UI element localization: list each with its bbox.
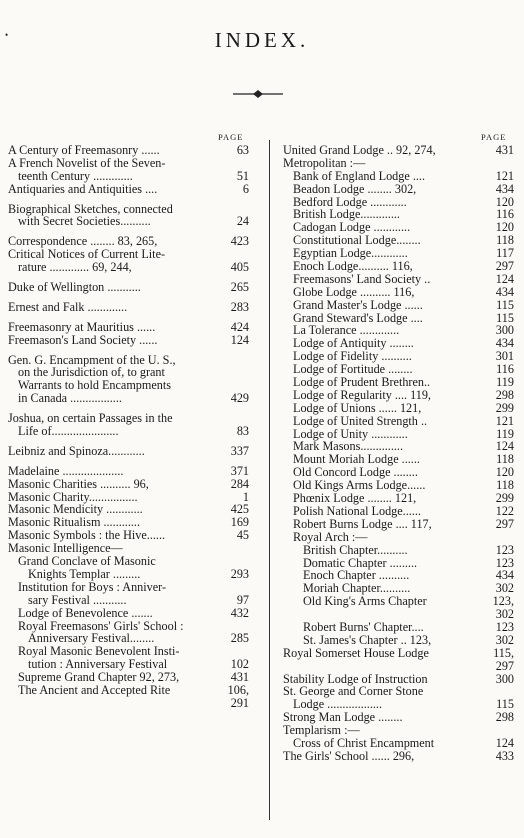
index-entry-page: 83	[236, 424, 249, 439]
index-entry-page: 302	[495, 607, 514, 622]
page-title: INDEX.	[214, 28, 310, 52]
index-entry-text: Polish National Lodge......	[293, 503, 421, 518]
index-entry-page: 115	[496, 310, 514, 325]
index-entry-text: Mount Moriah Lodge ......	[293, 452, 420, 467]
index-entry-text: teenth Century .............	[18, 168, 133, 183]
index-entry-text: Leibniz and Spinoza............	[8, 443, 145, 458]
index-entry-page: 118	[496, 452, 514, 467]
index-entry-text: St. James's Chapter .. 123,	[303, 632, 432, 647]
index-entry-page: 116	[496, 362, 514, 377]
index-entry-text: Freemason's Land Society ......	[8, 332, 158, 347]
index-entry	[8, 684, 249, 697]
index-entry-page: 429	[230, 391, 249, 406]
index-entry-page: 337	[230, 443, 249, 458]
index-entry-text: Lodge of Unions ...... 121,	[293, 400, 422, 415]
index-entry-text: Beadon Lodge ........ 302,	[293, 181, 417, 196]
index-entry-text: Cadogan Lodge ............	[293, 220, 411, 235]
right-page-heading: PAGE	[481, 132, 507, 142]
index-entry-text: Masonic Ritualism ............	[8, 515, 141, 530]
index-entry-text: Grand Steward's Lodge ....	[293, 310, 423, 325]
index-entry-text: Globe Lodge .......... 116,	[293, 284, 415, 299]
index-entry-page: 300	[495, 671, 514, 686]
index-entry-text: Old King's Arms Chapter	[303, 594, 427, 609]
index-entry-page: 169	[230, 515, 249, 530]
index-entry-text: Knights Templar .........	[28, 566, 141, 581]
index-entry	[283, 750, 514, 763]
index-entry-text: British Lodge.............	[293, 207, 400, 222]
index-entry-page: 123	[495, 555, 514, 570]
index-entry	[283, 595, 514, 608]
index-entry-page: 425	[230, 502, 249, 517]
index-entry	[283, 647, 514, 660]
index-entry-text: Critical Notices of Current Lite-	[8, 247, 166, 262]
index-entry-text: in Canada .................	[18, 391, 122, 406]
index-entry-page: 124	[495, 735, 514, 750]
index-entry-page: 405	[230, 260, 249, 275]
index-entry-text: Lodge of Antiquity ........	[293, 336, 414, 351]
index-entry-text: Grand Master's Lodge ......	[293, 297, 423, 312]
index-entry-text: Gen. G. Encampment of the U. S.,	[8, 352, 176, 367]
index-entry-text: Cross of Christ Encampment	[293, 735, 435, 750]
index-entry-text: Egyptian Lodge............	[293, 246, 408, 261]
index-entry-text: Madelaine ....................	[8, 463, 124, 478]
index-entry-text: Joshua, on certain Passages in the	[8, 411, 173, 426]
index-entry-page: 301	[495, 349, 514, 364]
index-entry-page: 24	[236, 214, 249, 229]
index-entry-page: 434	[495, 284, 514, 299]
index-entry-text: Phœnix Lodge ........ 121,	[293, 491, 417, 506]
index-entry-page: 123	[495, 619, 514, 634]
index-entry-text: St. George and Corner Stone	[283, 684, 424, 699]
index-entry-text: Freemasons' Land Society ..	[293, 271, 431, 286]
index-entry-text: Supreme Grand Chapter 92, 273,	[18, 670, 180, 685]
index-entry-page: 283	[230, 299, 249, 314]
index-entry-page: 124	[495, 271, 514, 286]
index-entry-text: Biographical Sketches, connected	[8, 201, 173, 216]
index-entry-page: 431	[495, 143, 514, 157]
index-entry-text: Constitutional Lodge........	[293, 233, 421, 248]
index-entry-text: sary Festival ...........	[28, 592, 127, 607]
index-entry-text: Royal Freemasons' Girls' School :	[18, 618, 184, 633]
index-entry-text: A Century of Freemasonry ......	[8, 143, 160, 157]
index-entry-text: Masonic Charities .......... 96,	[8, 476, 149, 491]
index-entry-page: 285	[230, 631, 249, 646]
index-entry	[8, 697, 249, 710]
index-entry-page: 431	[230, 670, 249, 685]
index-entry-text: Warrants to hold Encampments	[18, 378, 172, 393]
index-entry-page: 120	[495, 220, 514, 235]
index-entry-page: 300	[495, 323, 514, 338]
index-entry-text: Life of......................	[18, 424, 119, 439]
index-entry-text: Royal Masonic Benevolent Insti-	[18, 644, 180, 659]
index-entry	[8, 261, 249, 274]
index-entry-text: Old Kings Arms Lodge......	[293, 478, 426, 493]
index-entry-text: Bank of England Lodge ....	[293, 168, 426, 183]
index-entry-page: 424	[230, 319, 249, 334]
index-entry-page: 433	[495, 748, 514, 763]
page-marker: •	[5, 30, 9, 40]
index-entry-page: 124	[495, 439, 514, 454]
index-entry-text: A French Novelist of the Seven-	[8, 155, 166, 170]
left-page-heading: PAGE	[218, 132, 244, 142]
index-entry-page: 284	[230, 476, 249, 491]
index-entry-text: Enoch Chapter ..........	[303, 568, 410, 583]
index-entry-page: 297	[495, 658, 514, 673]
index-entry-page: 434	[495, 568, 514, 583]
index-entry-text: The Girls' School ...... 296,	[283, 748, 415, 763]
index-entry-text: Correspondence ........ 83, 265,	[8, 234, 158, 249]
index-entry	[8, 215, 249, 228]
index-entry-page: 123,	[492, 594, 514, 609]
index-entry-page: 121	[495, 168, 514, 183]
index-entry-page: 6	[242, 181, 249, 196]
index-entry-page: 434	[495, 336, 514, 351]
index-entry-page: 299	[495, 400, 514, 415]
index-entry-page: 116	[496, 207, 514, 222]
index-entry-page: 118	[496, 478, 514, 493]
index-entry-page: 115,	[493, 645, 514, 660]
index-entry-text: Robert Burns' Chapter....	[303, 619, 424, 634]
index-entry-page: 265	[230, 280, 249, 295]
index-entry-page: 124	[230, 332, 249, 347]
index-entry-text: tution : Anniversary Festival	[28, 657, 168, 672]
index-entry-page: 63	[236, 143, 249, 157]
index-entry-page: 121	[495, 413, 514, 428]
index-entry-text: Lodge of Fidelity ..........	[293, 349, 412, 364]
index-entry-text: Templarism :—	[283, 723, 360, 738]
index-entry-text: Strong Man Lodge ........	[283, 710, 403, 725]
index-entry-text: Mark Masons..............	[293, 439, 404, 454]
index-entry-page: 298	[495, 710, 514, 725]
index-entry-page: 123	[495, 542, 514, 557]
index-entry	[8, 392, 249, 405]
index-entry-page: 119	[496, 426, 514, 441]
index-entry-page: 291	[230, 695, 249, 710]
index-entry-text: Masonic Charity................	[8, 489, 138, 504]
index-entry-page: 297	[495, 516, 514, 531]
index-entry-text: Lodge ..................	[293, 697, 383, 712]
index-entry-page: 298	[495, 387, 514, 402]
index-entry-page: 120	[495, 465, 514, 480]
index-entry-text: United Grand Lodge .. 92, 274,	[283, 143, 436, 157]
index-entry-page: 302	[495, 581, 514, 596]
index-entry-text: Ernest and Falk .............	[8, 299, 128, 314]
index-entry-page: 51	[236, 168, 249, 183]
index-entry-page: 120	[495, 194, 514, 209]
index-entry-page: 1	[242, 489, 249, 504]
index-entry-page: 97	[236, 592, 249, 607]
index-entry-text: Antiquaries and Antiquities ....	[8, 181, 158, 196]
index-entry-page: 371	[230, 463, 249, 478]
index-entry-text: La Tolerance .............	[293, 323, 400, 338]
index-entry-page: 119	[496, 375, 514, 390]
index-entry-text: Lodge of Fortitude ........	[293, 362, 413, 377]
index-entry-text: rature ............. 69, 244,	[18, 260, 132, 275]
index-entry-text: Metropolitan :—	[283, 155, 366, 170]
index-entry-text: The Ancient and Accepted Rite	[18, 682, 171, 697]
index-entry-text: Anniversary Festival........	[28, 631, 155, 646]
index-entry-text: Masonic Intelligence—	[8, 541, 123, 556]
index-entry-text: Stability Lodge of Instruction	[283, 671, 428, 686]
index-entry-text: Moriah Chapter..........	[303, 581, 411, 596]
index-entry-text: Lodge of Unity ............	[293, 426, 408, 441]
left-index-column	[8, 144, 249, 710]
index-entry-page: 45	[236, 528, 249, 543]
index-entry-page: 102	[230, 657, 249, 672]
index-entry-text: Institution for Boys : Anniver-	[18, 579, 167, 594]
index-entry	[8, 334, 249, 347]
index-entry-page: 293	[230, 566, 249, 581]
index-entry-text: Grand Conclave of Masonic	[18, 554, 156, 569]
index-entry-text: Domatic Chapter .........	[303, 555, 418, 570]
index-entry-text: Old Concord Lodge ........	[293, 465, 418, 480]
index-entry	[8, 301, 249, 314]
index-entry-text: on the Jurisdiction of, to grant	[18, 365, 165, 380]
index-entry-page: 432	[230, 605, 249, 620]
index-entry-text: Royal Somerset House Lodge	[283, 645, 429, 660]
column-divider	[269, 140, 270, 820]
index-entry-text: Lodge of United Strength ..	[293, 413, 428, 428]
index-entry-text: Masonic Mendicity ............	[8, 502, 143, 517]
index-entry-text: Royal Arch :—	[293, 529, 368, 544]
index-entry	[8, 445, 249, 458]
index-entry-page: 115	[496, 697, 514, 712]
index-entry-text: with Secret Societies..........	[18, 214, 151, 229]
index-entry	[8, 425, 249, 438]
index-entry-text: Bedford Lodge ............	[293, 194, 407, 209]
index-entry-page: 115	[496, 297, 514, 312]
index-entry-text: Enoch Lodge.......... 116,	[293, 259, 413, 274]
index-entry-page: 302	[495, 632, 514, 647]
index-entry-page: 122	[495, 503, 514, 518]
index-entry-text: Lodge of Regularity .... 119,	[293, 387, 431, 402]
index-entry-text: Lodge of Prudent Brethren..	[293, 375, 431, 390]
index-entry-page: 117	[496, 246, 514, 261]
index-entry-page: 118	[496, 233, 514, 248]
right-index-column	[283, 144, 514, 763]
index-entry-text: Freemasonry at Mauritius ......	[8, 319, 156, 334]
index-entry-page: 297	[495, 259, 514, 274]
index-entry	[8, 281, 249, 294]
index-entry-page: 423	[230, 234, 249, 249]
index-entry-page: 106,	[227, 682, 249, 697]
index-entry-text: Robert Burns Lodge .... 117,	[293, 516, 432, 531]
index-entry	[8, 183, 249, 196]
index-entry-text: Duke of Wellington ...........	[8, 280, 141, 295]
index-entry-page: 434	[495, 181, 514, 196]
index-entry-text: Lodge of Benevolence .......	[18, 605, 153, 620]
index-entry-text: British Chapter..........	[303, 542, 408, 557]
ornament-divider	[233, 88, 283, 100]
index-entry-text: Masonic Symbols : the Hive......	[8, 528, 166, 543]
index-entry-page: 299	[495, 491, 514, 506]
